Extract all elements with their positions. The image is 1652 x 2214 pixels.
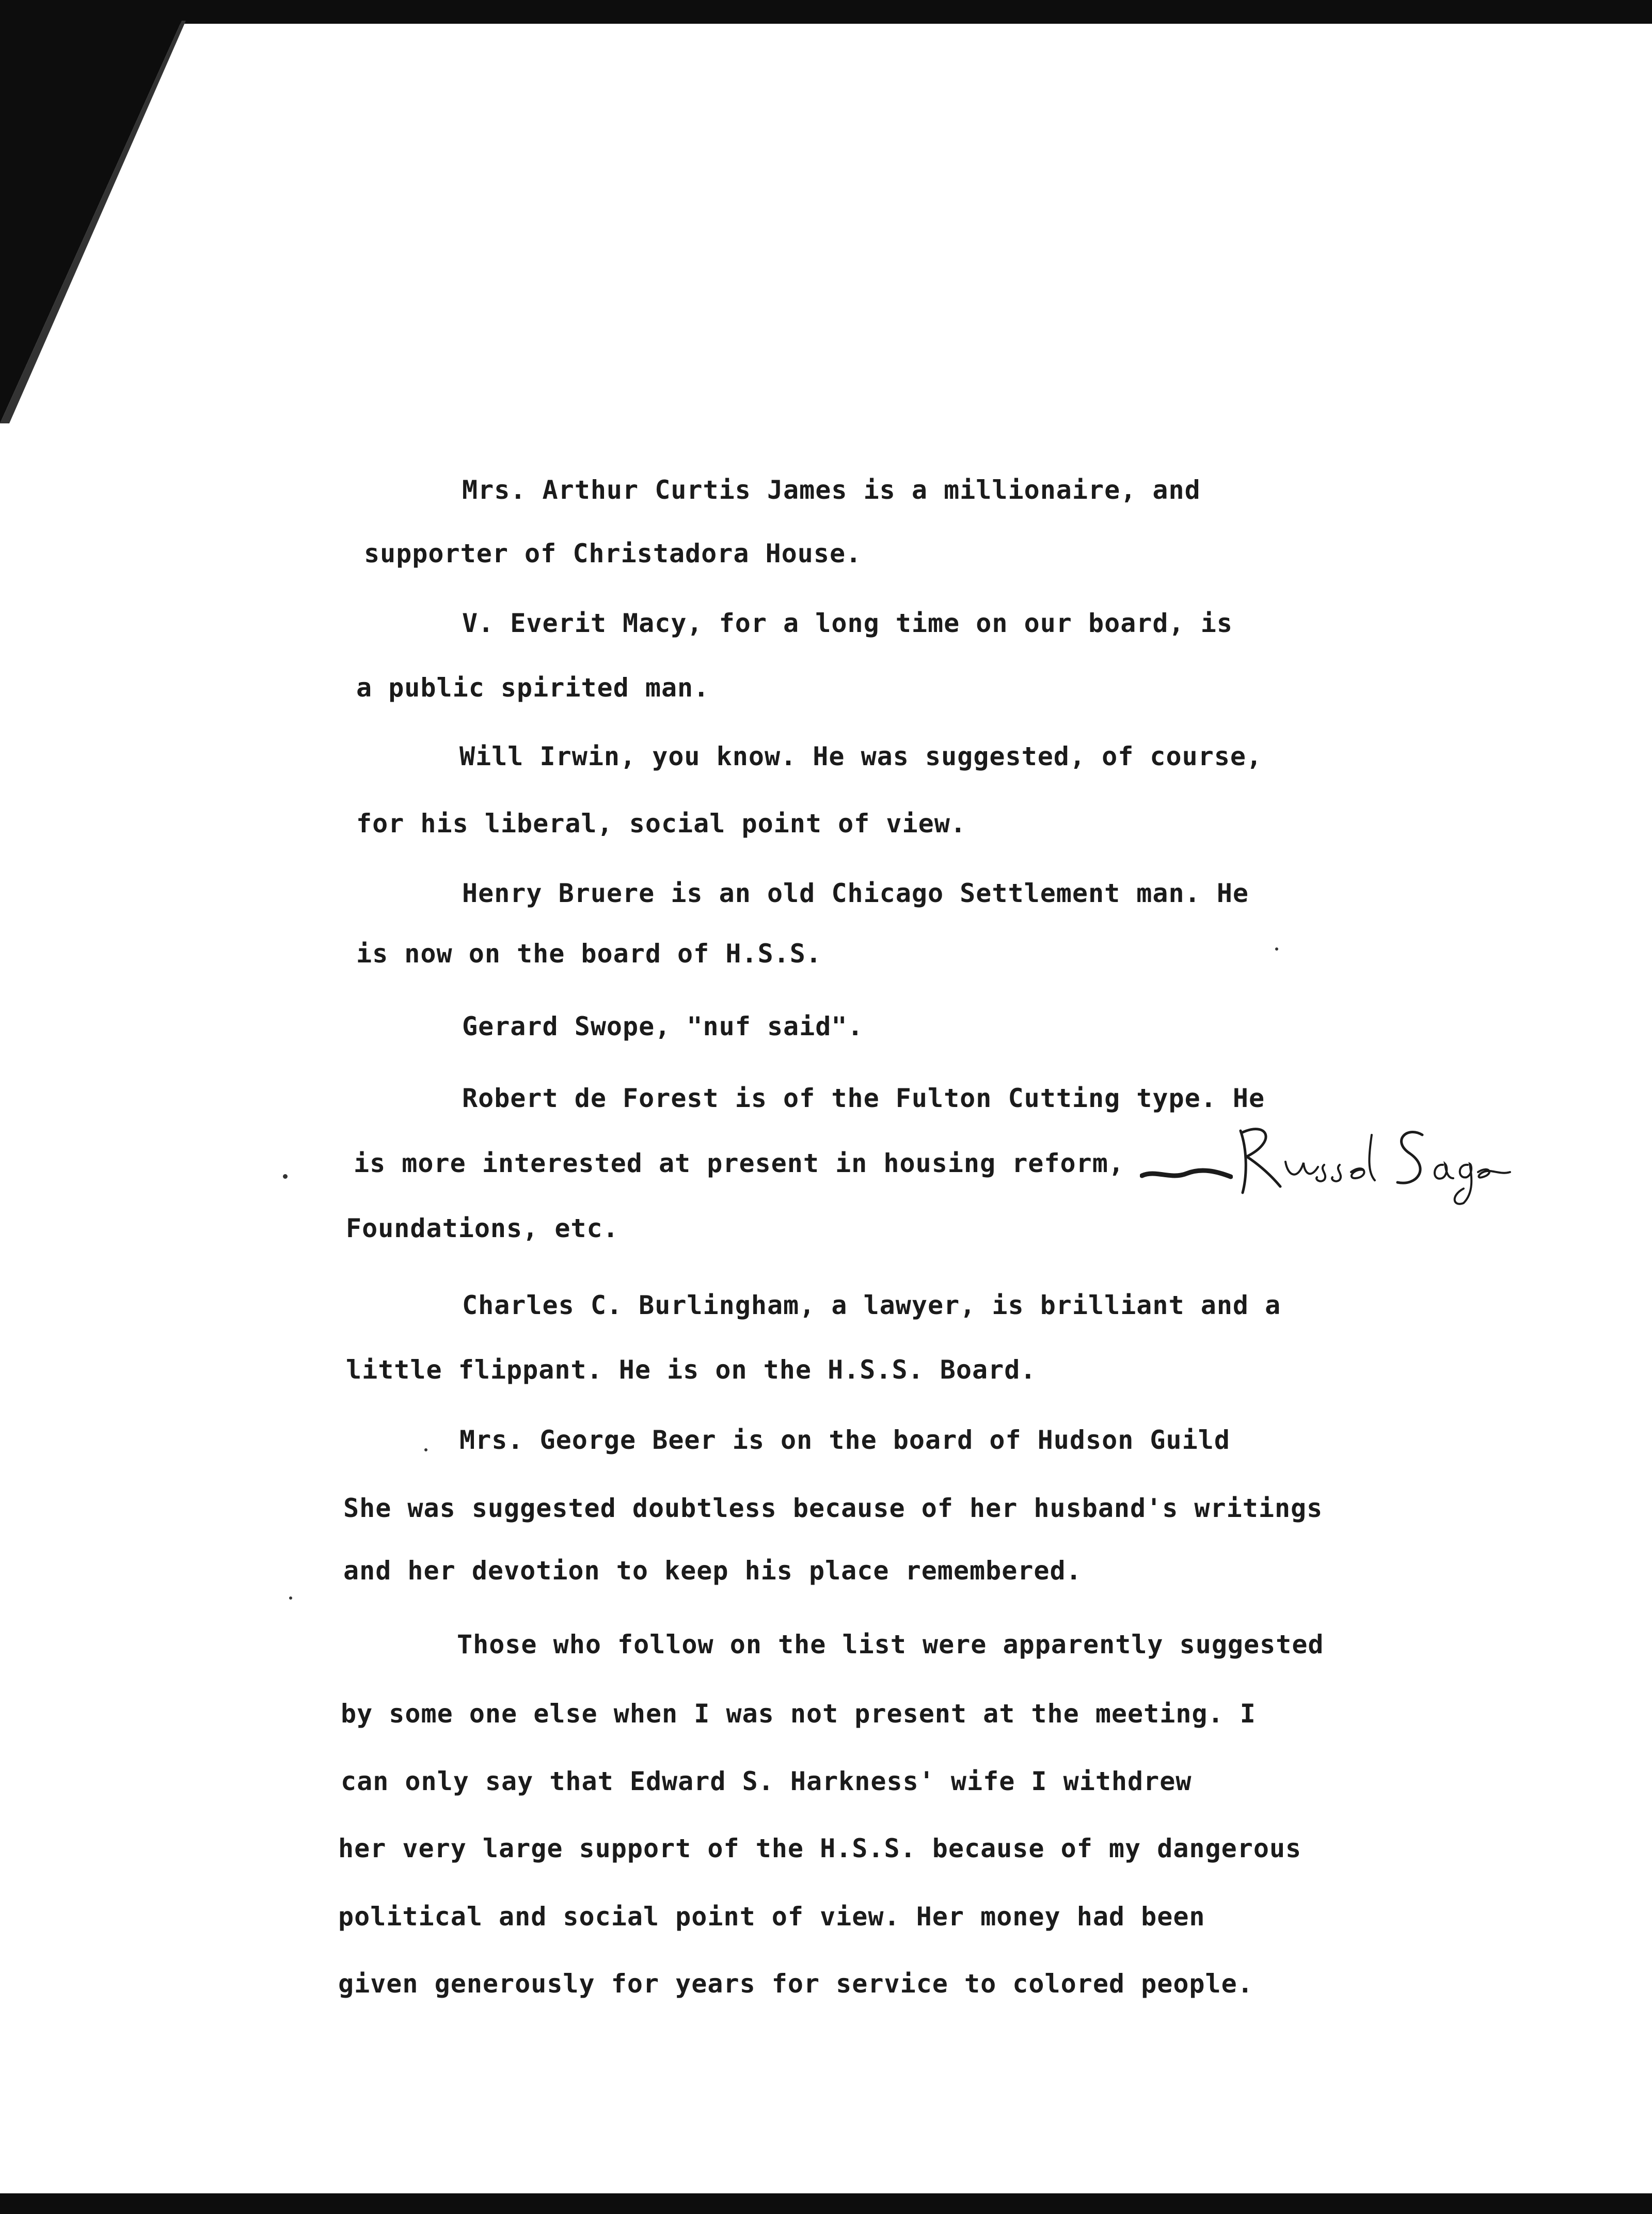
text-line: Gerard Swope, "nuf said". [462,1011,864,1041]
scan-speck [1275,947,1278,951]
text-line: Henry Bruere is an old Chicago Settlement man. He [462,878,1249,908]
text-line: and her devotion to keep his place remembered. [343,1556,1082,1586]
text-line: political and social point of view. Her money had been [338,1902,1205,1932]
text-line: Foundations, etc. [346,1213,619,1243]
scan-border-top [0,0,1652,24]
text-line: little flippant. He is on the H.S.S. Board. [346,1355,1037,1385]
scan-border-left [0,0,206,568]
text-line: her very large support of the H.S.S. because of my dangerous [338,1833,1302,1863]
scan-border-bottom [0,2193,1652,2214]
text-line: Will Irwin, you know. He was suggested, of course, [459,741,1263,771]
handwritten-insert [1236,1120,1515,1208]
text-line: Robert de Forest is of the Fulton Cutting type. He [462,1083,1265,1113]
text-line: is more interested at present in housing reform, [354,1148,1124,1178]
text-line: Mrs. George Beer is on the board of Hudson Guild [459,1425,1230,1455]
scan-speck [289,1596,292,1600]
struck-out-word [1140,1164,1233,1185]
text-line: Those who follow on the list were apparently suggested [457,1630,1324,1659]
text-line: She was suggested doubtless because of her husband's writings [343,1493,1323,1523]
text-line: can only say that Edward S. Harkness' wife I withdrew [341,1766,1192,1796]
text-line: V. Everit Macy, for a long time on our board, is [462,608,1233,638]
text-line: for his liberal, social point of view. [356,809,966,839]
text-line: supporter of Christadora House. [364,539,862,568]
text-line: Charles C. Burlingham, a lawyer, is brilliant and a [462,1290,1281,1320]
scan-speck [424,1448,427,1451]
text-line: given generously for years for service to colored people. [338,1969,1253,1999]
text-line: is now on the board of H.S.S. [356,939,822,969]
scan-speck [283,1174,288,1179]
text-line: by some one else when I was not present at the meeting. I [341,1699,1256,1729]
text-line: Mrs. Arthur Curtis James is a millionaire, and [462,475,1201,505]
text-line: a public spirited man. [356,673,710,703]
